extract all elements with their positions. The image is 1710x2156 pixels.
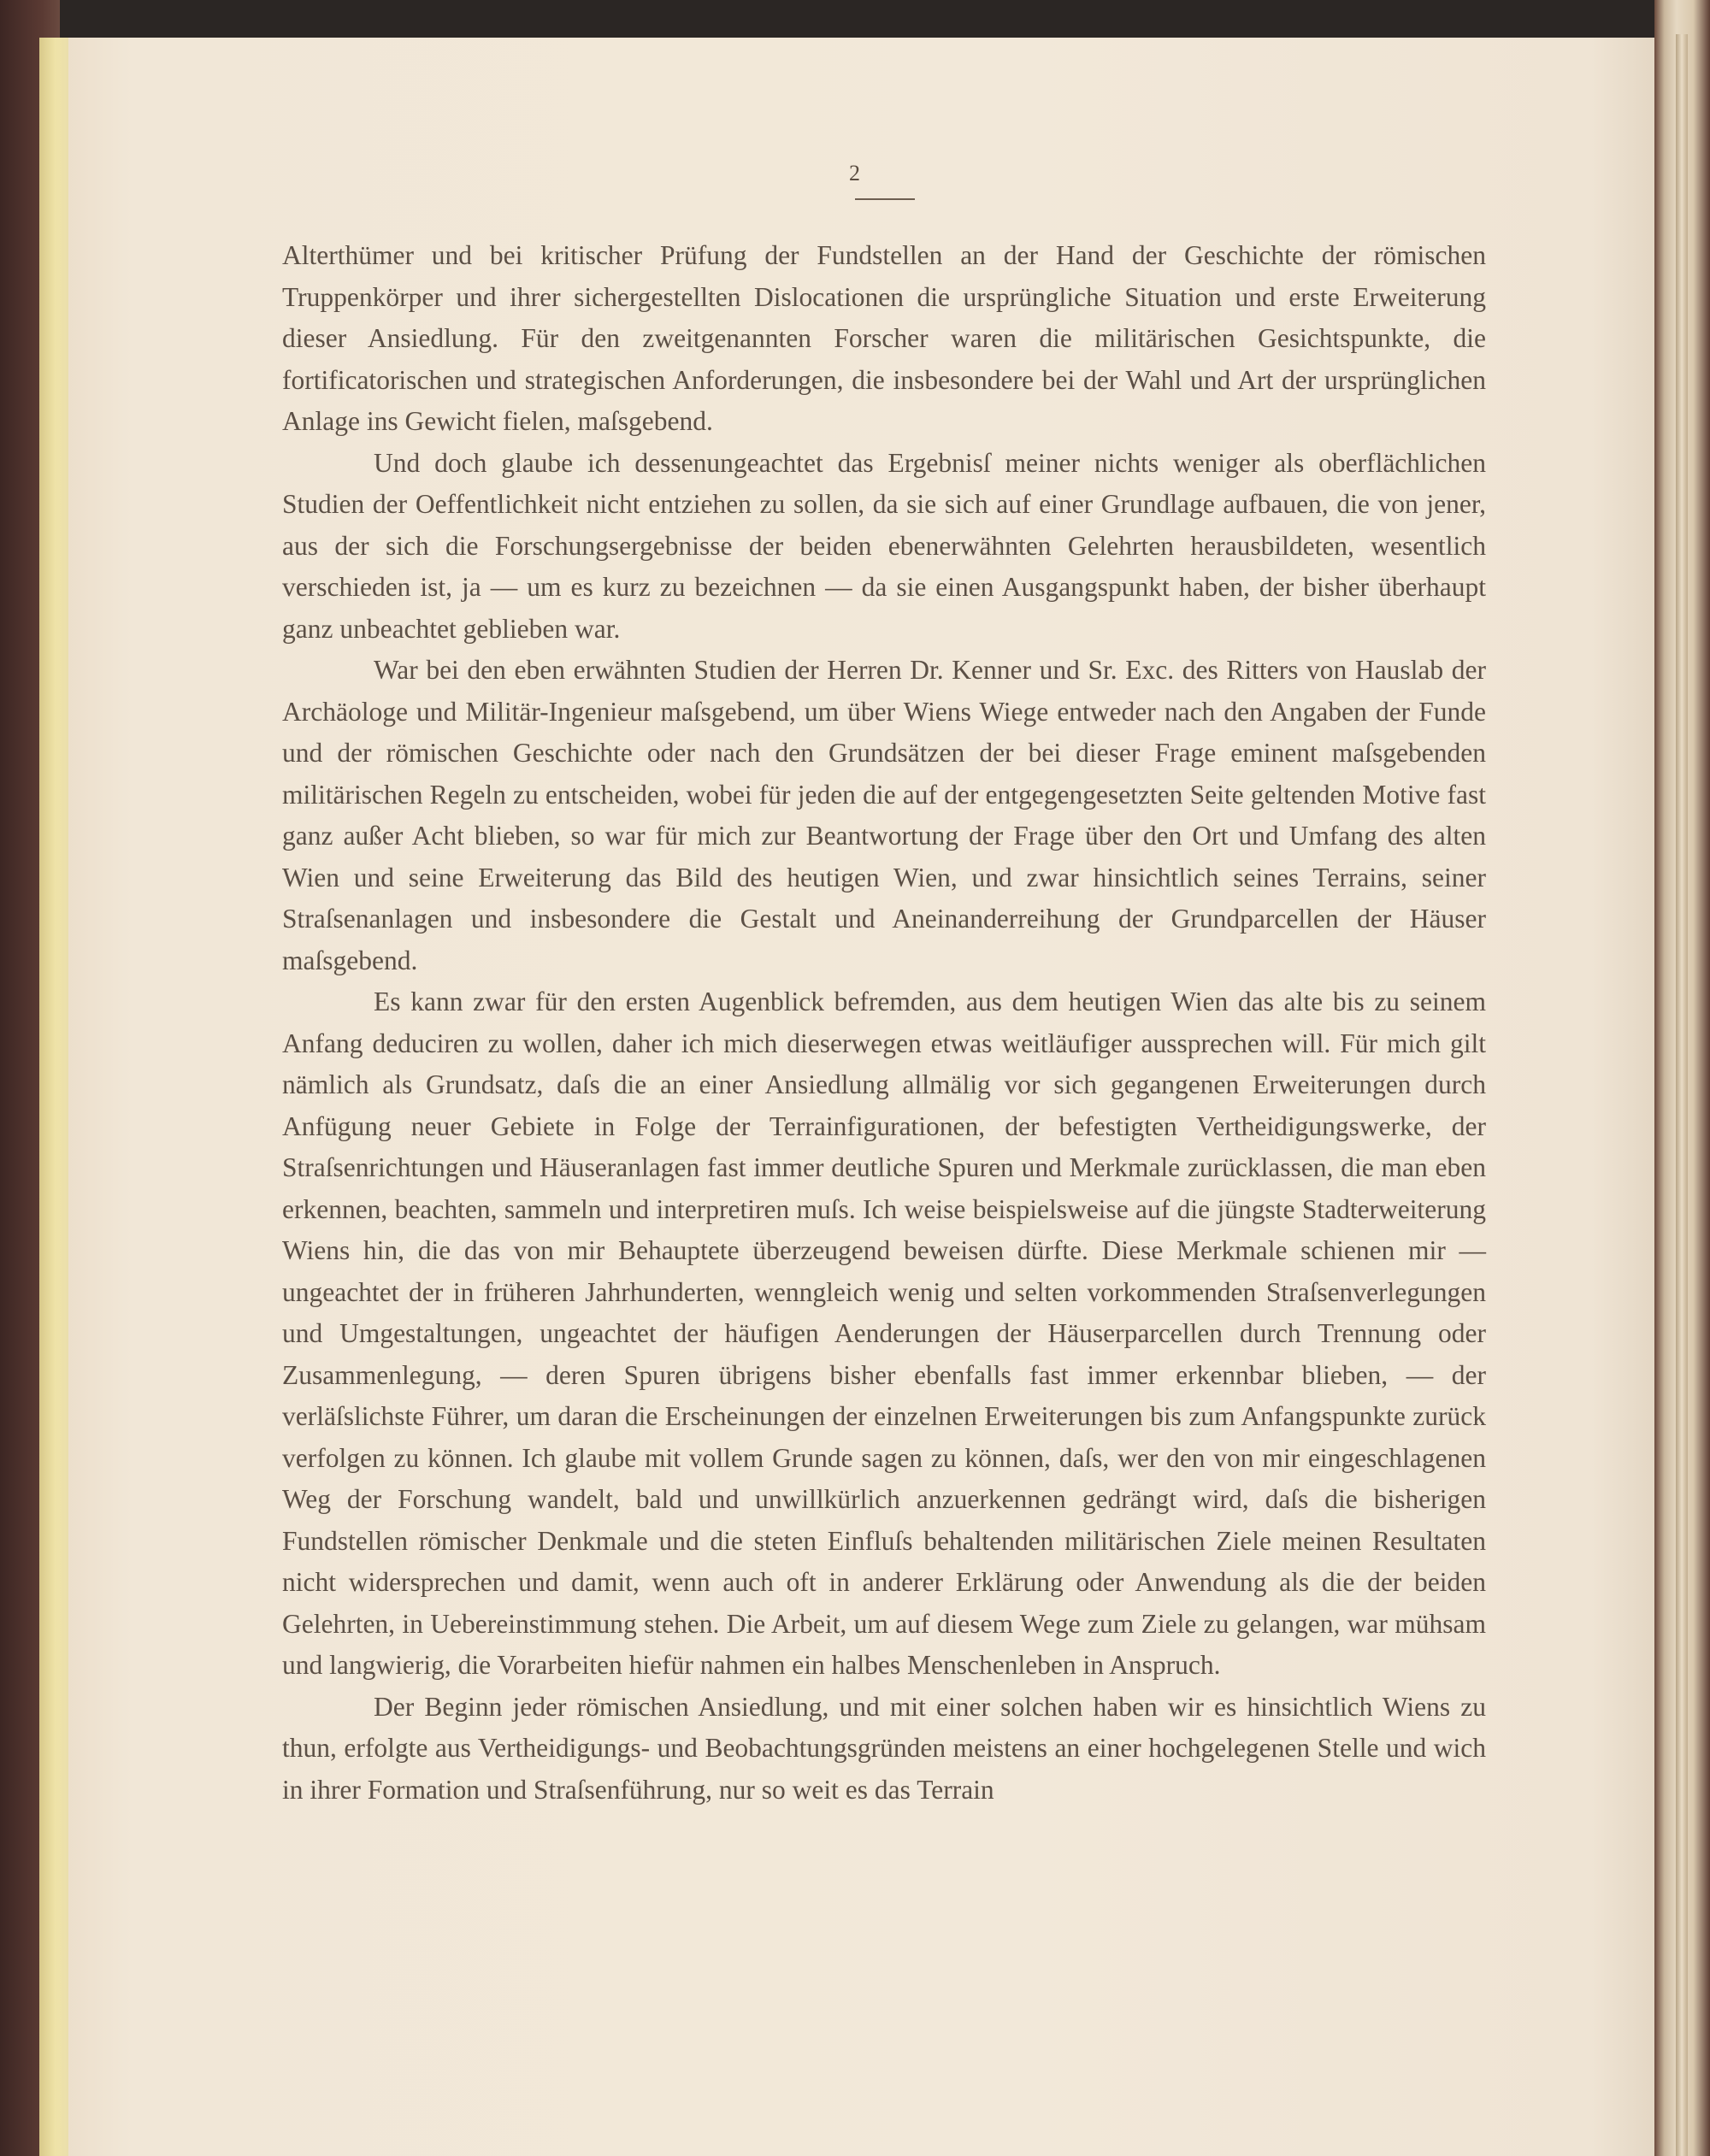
- body-text: [282, 235, 1486, 1811]
- paragraph-4: Es kann zwar für den ersten Augenblick befremden, aus dem heutigen Wien das alte bis zu seinem Anfang deduciren zu wollen, daher ich mich dieserwegen etwas weitläufiger aussprechen will. Für mich gilt nämlich als Grundsatz, daſs die an einer Ansiedlung allmälig vor sich gegangenen Erweiterungen durch Anfügung neuer Gebiete in Folge der Terrainfigurationen, der befestigten Vertheidigungswerke, der Straſsenrichtungen und Häuseranlagen fast immer deutliche Spuren und Merkmale zurücklassen, die man eben erkennen, beachten, sammeln und interpretiren muſs. Ich weise beispielsweise auf die jüngste Stadterweiterung Wiens hin, die das von mir Behauptete überzeugend beweisen dürfte. Diese Merkmale schienen mir — ungeachtet der in früheren Jahrhunderten, wenngleich wenig und selten vorkommenden Straſsenverlegungen und Umgestaltungen, ungeachtet der häufigen Aenderungen der Häuserparcellen durch Trennung oder Zusammenlegung, — deren Spuren übrigens bisher ebenfalls fast immer erkennbar blieben, — der verläſslichste Führer, um daran die Erscheinungen der einzelnen Erweiterungen bis zum Anfangspunkte zurück verfolgen zu können. Ich glaube mit vollem Grunde sagen zu können, daſs, wer den von mir eingeschlagenen Weg der Forschung wandelt, bald und unwillkürlich anzuerkennen gedrängt wird, daſs die bisherigen Fundstellen römischer Denkmale und die steten Einfluſs behaltenden militärischen Ziele meinen Resultaten nicht widersprechen und damit, wenn auch oft in anderer Erklärung oder Anwendung als die der beiden Gelehrten, in Uebereinstimmung stehen. Die Arbeit, um auf diesem Wege zum Ziele zu gelangen, war mühsam und langwierig, die Vorarbeiten hiefür nahmen ein halbes Menschenleben in Anspruch.: [282, 987, 1486, 1680]
- paragraph-2: Und doch glaube ich dessenungeachtet das Ergebnisſ meiner nichts weniger als oberflächlichen Studien der Oeffentlichkeit nicht entziehen zu sollen, da sie sich auf einer Grundlage aufbauen, die von jener, aus der sich die Forschungsergebnisse der beiden ebenerwähnten Gelehrten herausbildeten, wesentlich verschieden ist, ja — um es kurz zu bezeichnen — da sie einen Ausgangspunkt haben, der bisher überhaupt ganz unbeachtet geblieben war.: [282, 447, 1486, 644]
- page-number-rule: [855, 198, 915, 200]
- paragraph-3: War bei den eben erwähnten Studien der Herren Dr. Kenner und Sr. Exc. des Ritters von Hauslab der Archäologe und Militär-Ingenieur maſsgebend, um über Wiens Wiege entweder nach den Angaben der Funde und der römischen Geschichte oder nach den Grundsätzen der bei dieser Frage eminent maſsgebenden militärischen Regeln zu entscheiden, wobei für jeden die auf der entgegengesetzten Seite geltenden Motive fast ganz außer Acht blieben, so war für mich zur Beantwortung der Frage über den Ort und Umfang des alten Wien und seine Erweiterung das Bild des heutigen Wien, und zwar hinsichtlich seines Terrains, seiner Straſsenanlagen und insbesondere die Gestalt und Aneinanderreihung der Grundparcellen der Häuser maſsgebend.: [282, 655, 1486, 975]
- page-number: 2: [849, 161, 861, 186]
- next-page-edge: [1676, 34, 1688, 2156]
- paragraph-1: Alterthümer und bei kritischer Prüfung der Fundstellen an der Hand der Geschichte der römischen Truppenkörper und ihrer sichergestellten Dislocationen die ursprüngliche Situation und erste Erweiterung dieser Ansiedlung. Für den zweitgenannten Forscher waren die militärischen Gesichtspunkte, die fortificatorischen und strategischen Anforderungen, die insbesondere bei der Wahl und Art der ursprünglichen Anlage ins Gewicht fielen, maſsgebend.: [282, 240, 1486, 436]
- paragraph-5: Der Beginn jeder römischen Ansiedlung, und mit einer solchen haben wir es hinsichtlich Wiens zu thun, erfolgte aus Vertheidigungs- und Beobachtungsgründen meistens an einer hochgelegenen Stelle und wich in ihrer Formation und Straſsenführung, nur so weit es das Terrain: [282, 1691, 1486, 1805]
